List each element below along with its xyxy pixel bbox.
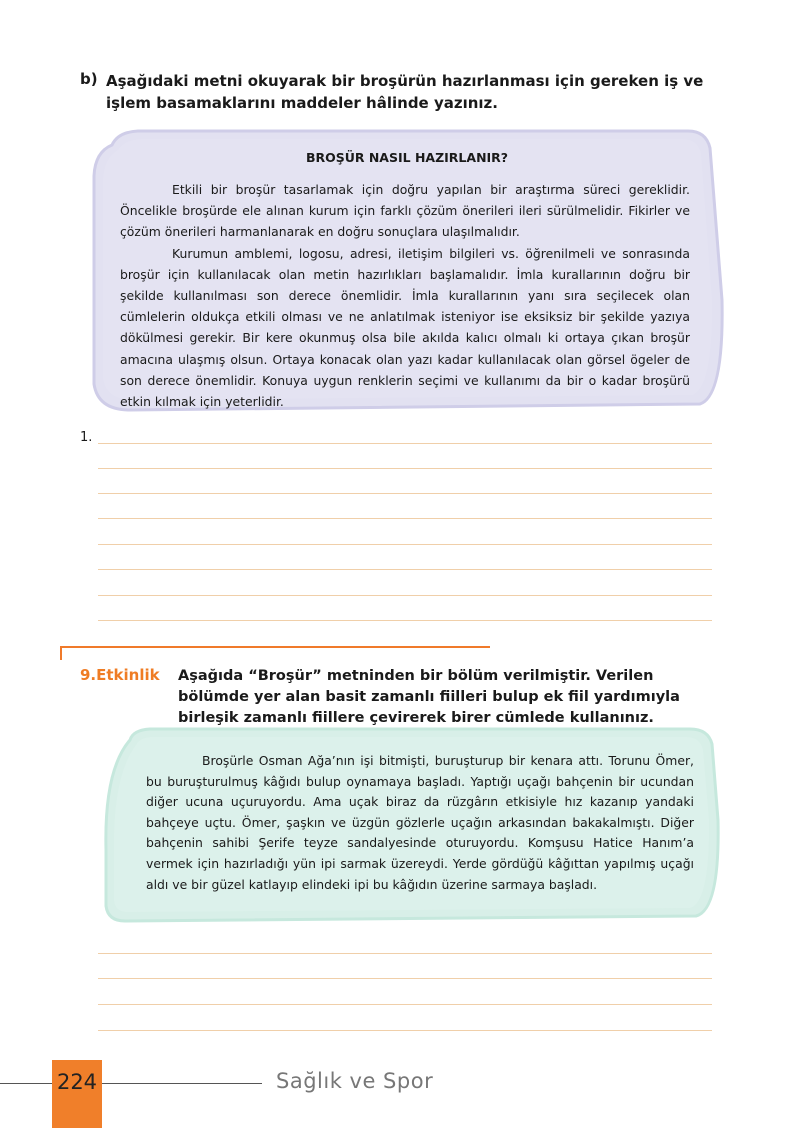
page-number: 224	[56, 1070, 98, 1094]
footer-rule	[0, 1083, 52, 1084]
activity-rule-vertical	[60, 646, 62, 660]
answer-line[interactable]	[98, 1030, 712, 1031]
story-paragraph: Broşürle Osman Ağa’nın işi bitmişti, buruşturup bir kenara attı. Torunu Ömer, bu buruşturulmuş kâğıdı bulup oynamaya başladı. Yaptığı uçağı bahçenin bir ucundan diğer ucuna uçuruyordu. Ama uçak biraz da rüzgârın etkisiyle hız kazanıp yandaki bahçeye uçtu. Ömer, şaşkın ve üzgün gözlerle uçağın arkasından bakakalmıştı. Diğer bahçenin sahibi Şerife teyze sandalyesinde oturuyordu. Komşusu Hatice Hanım’a vermek için hazırladığı yün ipi sarmak üzereydi. Yerde gördüğü kâğıttan yapılmış uçağı aldı ve bir güzel katlayıp elindeki ipi bu kâğıdın üzerine sarmaya başladı.	[146, 753, 694, 892]
answer-line[interactable]	[98, 620, 712, 621]
answer-line[interactable]	[98, 468, 712, 469]
unit-title: Sağlık ve Spor	[276, 1069, 434, 1093]
answer-line[interactable]	[98, 1004, 712, 1005]
answer-line[interactable]	[98, 569, 712, 570]
box-title: BROŞÜR NASIL HAZIRLANIR?	[305, 150, 509, 165]
answer-line[interactable]	[98, 978, 712, 979]
activity-rule	[60, 646, 490, 648]
story-box-body	[146, 751, 694, 895]
activity-instruction: Aşağıda “Broşür” metninden bir bölüm verilmiştir. Verilen bölümde yer alan basit zamanlı fiilleri bulup ek fiil yardımıyla birleşik zamanlı fiillere çevirerek birer cümlede kullanınız.	[178, 668, 680, 726]
answer-line[interactable]	[98, 953, 712, 954]
answer-line[interactable]	[98, 544, 712, 545]
answer-line[interactable]	[98, 518, 712, 519]
answer-line[interactable]	[98, 493, 712, 494]
question-text: Aşağıdaki metni okuyarak bir broşürün hazırlanması için gereken iş ve işlem basamaklarını maddeler hâlinde yazınız.	[106, 72, 704, 112]
answer-number: 1.	[80, 430, 93, 445]
box-paragraph: Etkili bir broşür tasarlamak için doğru yapılan bir araştırma süreci gereklidir. Öncelikle broşürde ele alınan kurum için farklı çözüm önerileri ileri sürülmelidir. Fikirler ve çözüm önerileri harmanlanarak en doğru sonuçlara ulaşılmalıdır.	[120, 182, 690, 240]
box-body	[120, 179, 690, 412]
activity-label: 9.Etkinlik	[80, 666, 160, 684]
answer-line[interactable]	[98, 595, 712, 596]
question-label: b)	[80, 70, 98, 88]
answer-line[interactable]	[98, 443, 712, 444]
box-paragraph: Kurumun amblemi, logosu, adresi, iletişim bilgileri vs. öğrenilmeli ve sonrasında broşür için kullanılacak olan metin hazırlıkları başlamalıdır. İmla kurallarının doğru bir şekilde kullanılması son derece önemlidir. İmla kurallarının yanı sıra seçilecek olan cümlelerin oldukça etkili olması ve ne anlatılmak isteniyor ise eksiksiz bir şekilde yazıya dökülmesi gerekir. Bir kere okunmuş olsa bile akılda kalıcı olmalı ki ortaya çıkan broşür amacına ulaşmış olsun. Ortaya konacak olan yazı kadar kullanılacak olan görsel ögeler de son derece önemlidir. Konuya uygun renklerin seçimi ve kullanımı da bir o kadar broşürü etkin kılmak için yeterlidir.	[120, 245, 690, 410]
footer-rule	[102, 1083, 262, 1084]
